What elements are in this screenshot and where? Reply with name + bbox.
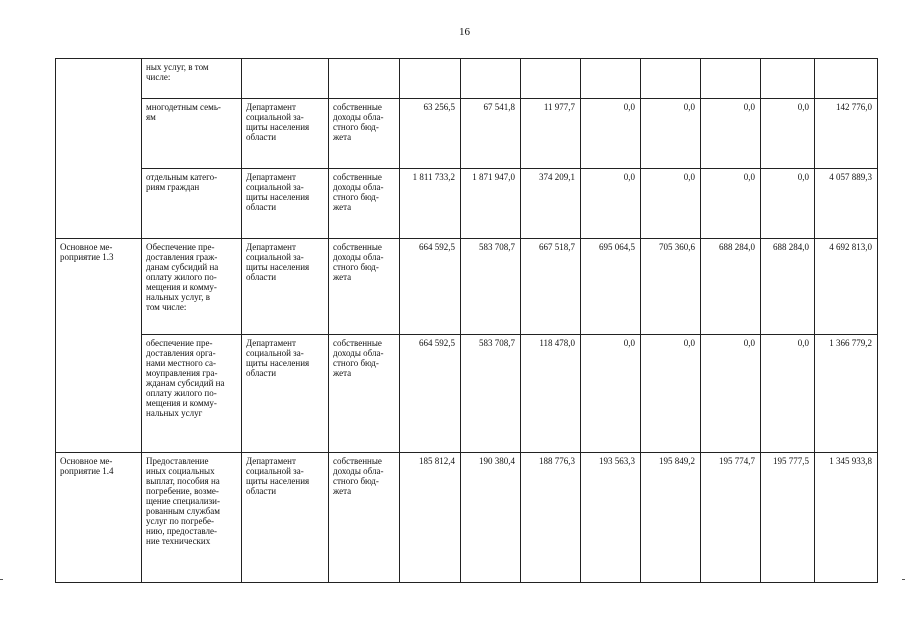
executor-cell: Департамент социальной за- щиты населения области [242, 335, 329, 453]
executor-cell [242, 59, 329, 99]
funding-source-cell [329, 59, 400, 99]
total-value-cell: 4 057 889,3 [815, 169, 878, 239]
year-value-cell: 583 708,7 [461, 239, 521, 335]
year-value-cell: 0,0 [701, 169, 761, 239]
year-value-cell: 583 708,7 [461, 335, 521, 453]
funding-source-cell: собственные доходы обла- стного бюд- жета [329, 453, 400, 583]
year-value-cell: 67 541,8 [461, 99, 521, 169]
year-value-cell: 195 777,5 [761, 453, 815, 583]
year-value-cell: 374 209,1 [521, 169, 581, 239]
measure-name-cell: Обеспечение пре- доставления граж- данам субсидий на оплату жилого по- мещения и комму- нальных услуг, в том числе: [142, 239, 242, 335]
year-value-cell [641, 59, 701, 99]
year-value-cell [400, 59, 461, 99]
event-cell: Основное ме- роприятие 1.4 [56, 453, 142, 583]
year-value-cell [581, 59, 641, 99]
total-value-cell [815, 59, 878, 99]
year-value-cell: 667 518,7 [521, 239, 581, 335]
year-value-cell: 695 064,5 [581, 239, 641, 335]
year-value-cell: 0,0 [641, 99, 701, 169]
year-value-cell [461, 59, 521, 99]
table-row [56, 335, 878, 453]
executor-cell: Департамент социальной за- щиты населения области [242, 453, 329, 583]
total-value-cell: 4 692 813,0 [815, 239, 878, 335]
year-value-cell: 0,0 [581, 169, 641, 239]
year-value-cell: 0,0 [641, 169, 701, 239]
year-value-cell: 1 871 947,0 [461, 169, 521, 239]
year-value-cell: 185 812,4 [400, 453, 461, 583]
funding-source-cell: собственные доходы обла- стного бюд- жета [329, 169, 400, 239]
year-value-cell: 664 592,5 [400, 335, 461, 453]
year-value-cell: 688 284,0 [761, 239, 815, 335]
measure-name-cell: обеспечение пре- доставления орга- нами местного са- моуправления гра- жданам субсидий на оплату жилого по- мещения и комму- нальных услуг [142, 335, 242, 453]
year-value-cell: 188 776,3 [521, 453, 581, 583]
year-value-cell: 0,0 [641, 335, 701, 453]
year-value-cell: 0,0 [581, 335, 641, 453]
year-value-cell: 63 256,5 [400, 99, 461, 169]
funding-source-cell: собственные доходы обла- стного бюд- жета [329, 335, 400, 453]
year-value-cell: 0,0 [761, 335, 815, 453]
measure-name-cell: отдельным катего- риям граждан [142, 169, 242, 239]
table-row [56, 59, 878, 99]
table-row [56, 99, 878, 169]
year-value-cell: 195 774,7 [701, 453, 761, 583]
event-cell [56, 59, 142, 239]
funding-source-cell: собственные доходы обла- стного бюд- жета [329, 239, 400, 335]
year-value-cell [701, 59, 761, 99]
funding-source-cell: собственные доходы обла- стного бюд- жета [329, 99, 400, 169]
event-cell: Основное ме- роприятие 1.3 [56, 239, 142, 453]
executor-cell: Департамент социальной за- щиты населения области [242, 239, 329, 335]
total-value-cell: 142 776,0 [815, 99, 878, 169]
year-value-cell: 0,0 [701, 99, 761, 169]
year-value-cell [761, 59, 815, 99]
executor-cell: Департамент социальной за- щиты населения области [242, 169, 329, 239]
year-value-cell: 664 592,5 [400, 239, 461, 335]
year-value-cell [521, 59, 581, 99]
table-row [56, 453, 878, 583]
year-value-cell: 0,0 [761, 169, 815, 239]
year-value-cell: 1 811 733,2 [400, 169, 461, 239]
year-value-cell: 688 284,0 [701, 239, 761, 335]
page-number: 16 [459, 26, 470, 38]
year-value-cell: 195 849,2 [641, 453, 701, 583]
budget-table [55, 58, 878, 583]
table-row [56, 169, 878, 239]
measure-name-cell: ных услуг, в том числе: [142, 59, 242, 99]
scan-edge-mark [0, 579, 3, 580]
year-value-cell: 190 380,4 [461, 453, 521, 583]
year-value-cell: 705 360,6 [641, 239, 701, 335]
year-value-cell: 193 563,3 [581, 453, 641, 583]
total-value-cell: 1 345 933,8 [815, 453, 878, 583]
measure-name-cell: многодетным семь- ям [142, 99, 242, 169]
year-value-cell: 118 478,0 [521, 335, 581, 453]
year-value-cell: 0,0 [701, 335, 761, 453]
table-row [56, 239, 878, 335]
measure-name-cell: Предоставление иных социальных выплат, пособия на погребение, возме- щение специализи- рованным службам услуг по погребе- нию, предоставле- ние технических [142, 453, 242, 583]
table-body [56, 59, 878, 583]
total-value-cell: 1 366 779,2 [815, 335, 878, 453]
year-value-cell: 0,0 [761, 99, 815, 169]
executor-cell: Департамент социальной за- щиты населения области [242, 99, 329, 169]
year-value-cell: 11 977,7 [521, 99, 581, 169]
year-value-cell: 0,0 [581, 99, 641, 169]
